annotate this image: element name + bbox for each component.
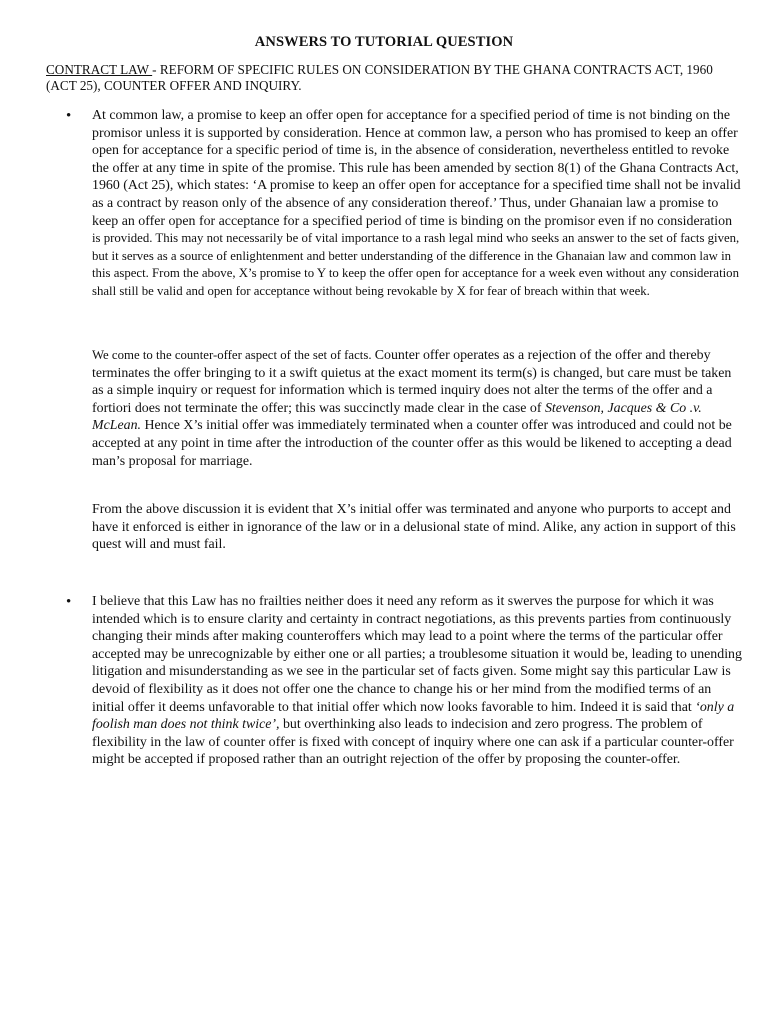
- section1-paragraph-2: [92, 347, 742, 470]
- quote: ‘only a foolish man does not think twice’,: [92, 699, 735, 733]
- section1-p2-small: We come to the counter-offer aspect of the set of facts.: [92, 348, 375, 362]
- subject-heading: [46, 62, 726, 94]
- section1-paragraph-1: [92, 107, 742, 301]
- subject-rest: - REFORM OF SPECIFIC RULES ON CONSIDERATION BY THE GHANA CONTRACTS ACT, 1960 (ACT 25), COUNTER OFFER AND INQUIRY.: [46, 62, 713, 93]
- section1-p2-b: Hence X’s initial offer was immediately terminated when a counter offer was introduced and could not be accepted at any point in time after the introduction of the counter offer as this would be likened to accepting a dead man’s proposal for marriage.: [92, 418, 732, 469]
- section2-paragraph: [92, 593, 742, 769]
- section2-p-a: I believe that this Law has no frailties neither does it need any reform as it swerves the purpose for which it was intended which is to ensure clarity and certainty in contract negotiations, as this prevents parties from continuously changing their minds after making counteroffers which may lead to a point where the terms of the particular offer accepted may be unrecognizable by either one or all parties; a troublesome situation it would be, leading to unending litigation and misunderstanding as we see in the particular set of facts given. Some might say this particular Law is devoid of flexibility as it does not offer one the chance to change his or her mind from the modified terms of an initial offer it deems unfavorable to that initial offer which now looks favorable to him. Indeed it is said that: [92, 594, 742, 715]
- section1-p3: From the above discussion it is evident that X’s initial offer was terminated and anyone who purports to accept and have it enforced is either in ignorance of the law or in a delusional state of mind. Alike, any action in support of this quest will and must fail.: [92, 502, 736, 553]
- bullet-1: •: [66, 108, 72, 124]
- section2-p-b: but overthinking also leads to indecision and zero progress. The problem of flexibility in the law of counter offer is fixed with concept of inquiry where one can ask if a particular counter-offer might be accepted if proposed rather than an outright rejection of the offer by proposing the counter-offer.: [92, 717, 734, 768]
- section1-paragraph-3: [92, 501, 742, 554]
- bullet-2: •: [66, 594, 72, 610]
- section1-p1-main: At common law, a promise to keep an offer open for acceptance for a specified period of time is not binding on the promisor unless it is supported by consideration. Hence at common law, a person who has promised to keep an offer open for acceptance for a specific period of time is, in the absence of consideration, nevertheless entitled to revoke the offer at any time in spite of the promise. This rule has been amended by section 8(1) of the Ghana Contracts Act, 1960 (Act 25), which states: ‘A promise to keep an offer open for acceptance for a specified time shall not be invalid as a contract by reason only of the absence of any consideration thereof.’ Thus, under Ghanaian law a promise to keep an offer open for acceptance for a specified period of time is binding on the promisor even if no consideration: [92, 108, 741, 229]
- section1-p2-a: Counter offer operates as a rejection of the offer and thereby terminates the offer bringing to it a swift quietus at the exact moment its term(s) is changed, but care must be taken as a simple inquiry or request for information which is termed inquiry does not alter the terms of the offer and a fortiori does not terminate the offer; this was succinctly made clear in the case of: [92, 348, 732, 416]
- page-title: ANSWERS TO TUTORIAL QUESTION: [254, 34, 514, 50]
- subject-underlined: CONTRACT LAW: [46, 62, 153, 77]
- section1-p1-small: is provided. This may not necessarily be of vital importance to a rash legal mind who seeks an answer to the set of facts given, but it serves as a source of enlightenment and better understanding of the difference in the Ghanaian law and common law in this aspect. From the above, X’s promise to Y to keep the offer open for acceptance for a week even without any consideration shall still be valid and open for acceptance without being revokable by X for fear of breach within that week.: [92, 231, 740, 298]
- case-citation: Stevenson, Jacques & Co .v. McLean.: [92, 400, 702, 434]
